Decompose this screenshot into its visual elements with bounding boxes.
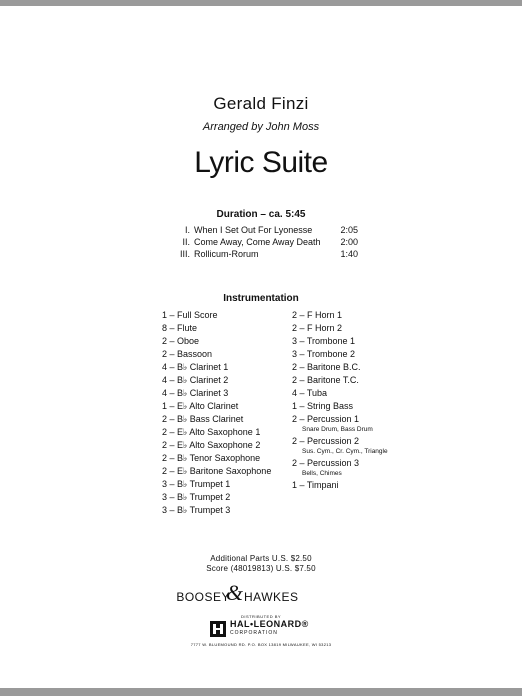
- movement-time: 2:05: [340, 225, 358, 235]
- instrument-label: 4 – B♭ Clarinet 1: [162, 362, 229, 372]
- instrument-label: 3 – Trombone 2: [292, 349, 356, 359]
- instrument-label: 4 – B♭ Clarinet 3: [162, 388, 229, 398]
- publisher-name-right: HAWKES: [244, 590, 299, 604]
- movement-name: Rollicum-Rorum: [194, 249, 259, 259]
- instrument-item: [162, 322, 292, 335]
- hal-leonard-emblem-icon: [210, 621, 226, 637]
- instrument-label: 1 – String Bass: [292, 401, 354, 411]
- instrumentation-heading: Instrumentation: [223, 293, 299, 304]
- instrument-label: 2 – B♭ Tenor Saxophone: [162, 453, 261, 463]
- additional-parts-price: Additional Parts U.S. $2.50: [210, 554, 312, 563]
- movement-list: [168, 224, 358, 260]
- instrument-item: [162, 478, 292, 491]
- duration-heading: Duration – ca. 5:45: [216, 209, 306, 220]
- instrument-item: [162, 361, 292, 374]
- instrument-item: [292, 400, 422, 413]
- instrument-item: [292, 435, 422, 456]
- piece-title: Lyric Suite: [194, 146, 328, 179]
- instrument-label: 2 – Bassoon: [162, 349, 213, 359]
- publisher-name-left: BOOSEY: [176, 590, 230, 604]
- distributor-logo: [208, 619, 318, 641]
- movement-row: [168, 248, 358, 260]
- instrument-item: [292, 335, 422, 348]
- score-price: Score (48019813) U.S. $7.50: [206, 564, 316, 573]
- instrument-label: 2 – F Horn 1: [292, 310, 343, 320]
- instrument-item: [162, 465, 292, 478]
- instrument-item: [292, 413, 422, 434]
- instrument-label: 2 – Baritone B.C.: [292, 362, 361, 372]
- movement-number: II.: [182, 237, 190, 247]
- bottom-border: [0, 688, 522, 696]
- instrument-label: 2 – F Horn 2: [292, 323, 343, 333]
- instrument-label: 2 – Oboe: [162, 336, 200, 346]
- distributor-address: 7777 W. BLUEMOUND RD. P.O. BOX 13819 MILWAUKEE, WI 53213: [190, 642, 332, 647]
- instrument-item: [162, 413, 292, 426]
- distributor-name: HAL•LEONARD®: [230, 619, 309, 629]
- instrument-detail: Bells, Chimes: [302, 470, 342, 477]
- movement-time: 1:40: [340, 249, 358, 259]
- instrument-label: 8 – Flute: [162, 323, 198, 333]
- movement-time: 2:00: [340, 237, 358, 247]
- instrument-label: 1 – Timpani: [292, 480, 339, 490]
- instrument-item: [292, 387, 422, 400]
- instrument-item: [162, 335, 292, 348]
- publisher-ampersand: &: [226, 580, 244, 605]
- instrument-item: [292, 322, 422, 335]
- instrument-detail: Sus. Cym., Cr. Cym., Triangle: [302, 448, 388, 455]
- publisher-logo: [0, 580, 522, 608]
- instrument-label: 3 – B♭ Trumpet 2: [162, 492, 231, 502]
- instrument-label: 4 – B♭ Clarinet 2: [162, 375, 229, 385]
- instrument-label: 2 – B♭ Bass Clarinet: [162, 414, 244, 424]
- instrument-label: 2 – Percussion 1: [292, 414, 360, 424]
- instrument-item: [162, 491, 292, 504]
- instrument-label: 2 – E♭ Alto Saxophone 2: [162, 440, 261, 450]
- movement-name: Come Away, Come Away Death: [194, 237, 321, 247]
- arranger-credit: Arranged by John Moss: [202, 121, 320, 133]
- instrument-label: 2 – Percussion 2: [292, 436, 360, 446]
- movement-name: When I Set Out For Lyonesse: [194, 225, 313, 235]
- distributor-corporation: CORPORATION: [230, 630, 278, 636]
- instrument-label: 2 – E♭ Baritone Saxophone: [162, 466, 272, 476]
- instrument-detail: Snare Drum, Bass Drum: [302, 426, 373, 433]
- composer-name: Gerald Finzi: [213, 94, 309, 113]
- instrument-item: [292, 361, 422, 374]
- instrument-label: 2 – Percussion 3: [292, 458, 360, 468]
- distributed-by-label: DISTRIBUTED BY: [240, 614, 282, 619]
- movement-number: III.: [179, 249, 190, 259]
- instrument-label: 2 – Baritone T.C.: [292, 375, 359, 385]
- instrument-label: 3 – B♭ Trumpet 3: [162, 505, 231, 515]
- instrument-item: [292, 457, 422, 478]
- instrument-item: [162, 439, 292, 452]
- instrument-item: [162, 504, 292, 517]
- instrument-label: 4 – Tuba: [292, 388, 328, 398]
- instrument-item: [162, 309, 292, 322]
- instrument-label: 2 – E♭ Alto Saxophone 1: [162, 427, 261, 437]
- instrument-list-right: [292, 309, 422, 492]
- instrument-item: [292, 348, 422, 361]
- instrument-item: [162, 387, 292, 400]
- instrument-label: 3 – B♭ Trumpet 1: [162, 479, 231, 489]
- instrument-label: 1 – E♭ Alto Clarinet: [162, 401, 239, 411]
- price-info: [0, 554, 522, 574]
- instrument-label: 3 – Trombone 1: [292, 336, 356, 346]
- movement-row: [168, 236, 358, 248]
- instrument-item: [292, 374, 422, 387]
- instrument-item: [292, 309, 422, 322]
- instrument-item: [162, 348, 292, 361]
- instrument-list-left: [162, 309, 292, 517]
- instrument-item: [162, 452, 292, 465]
- instrument-item: [162, 374, 292, 387]
- instrument-label: 1 – Full Score: [162, 310, 218, 320]
- movement-row: [168, 224, 358, 236]
- instrument-item: [162, 426, 292, 439]
- instrument-item: [162, 400, 292, 413]
- instrument-item: [292, 479, 422, 492]
- movement-number: I.: [184, 225, 190, 235]
- score-cover-page: [0, 6, 522, 688]
